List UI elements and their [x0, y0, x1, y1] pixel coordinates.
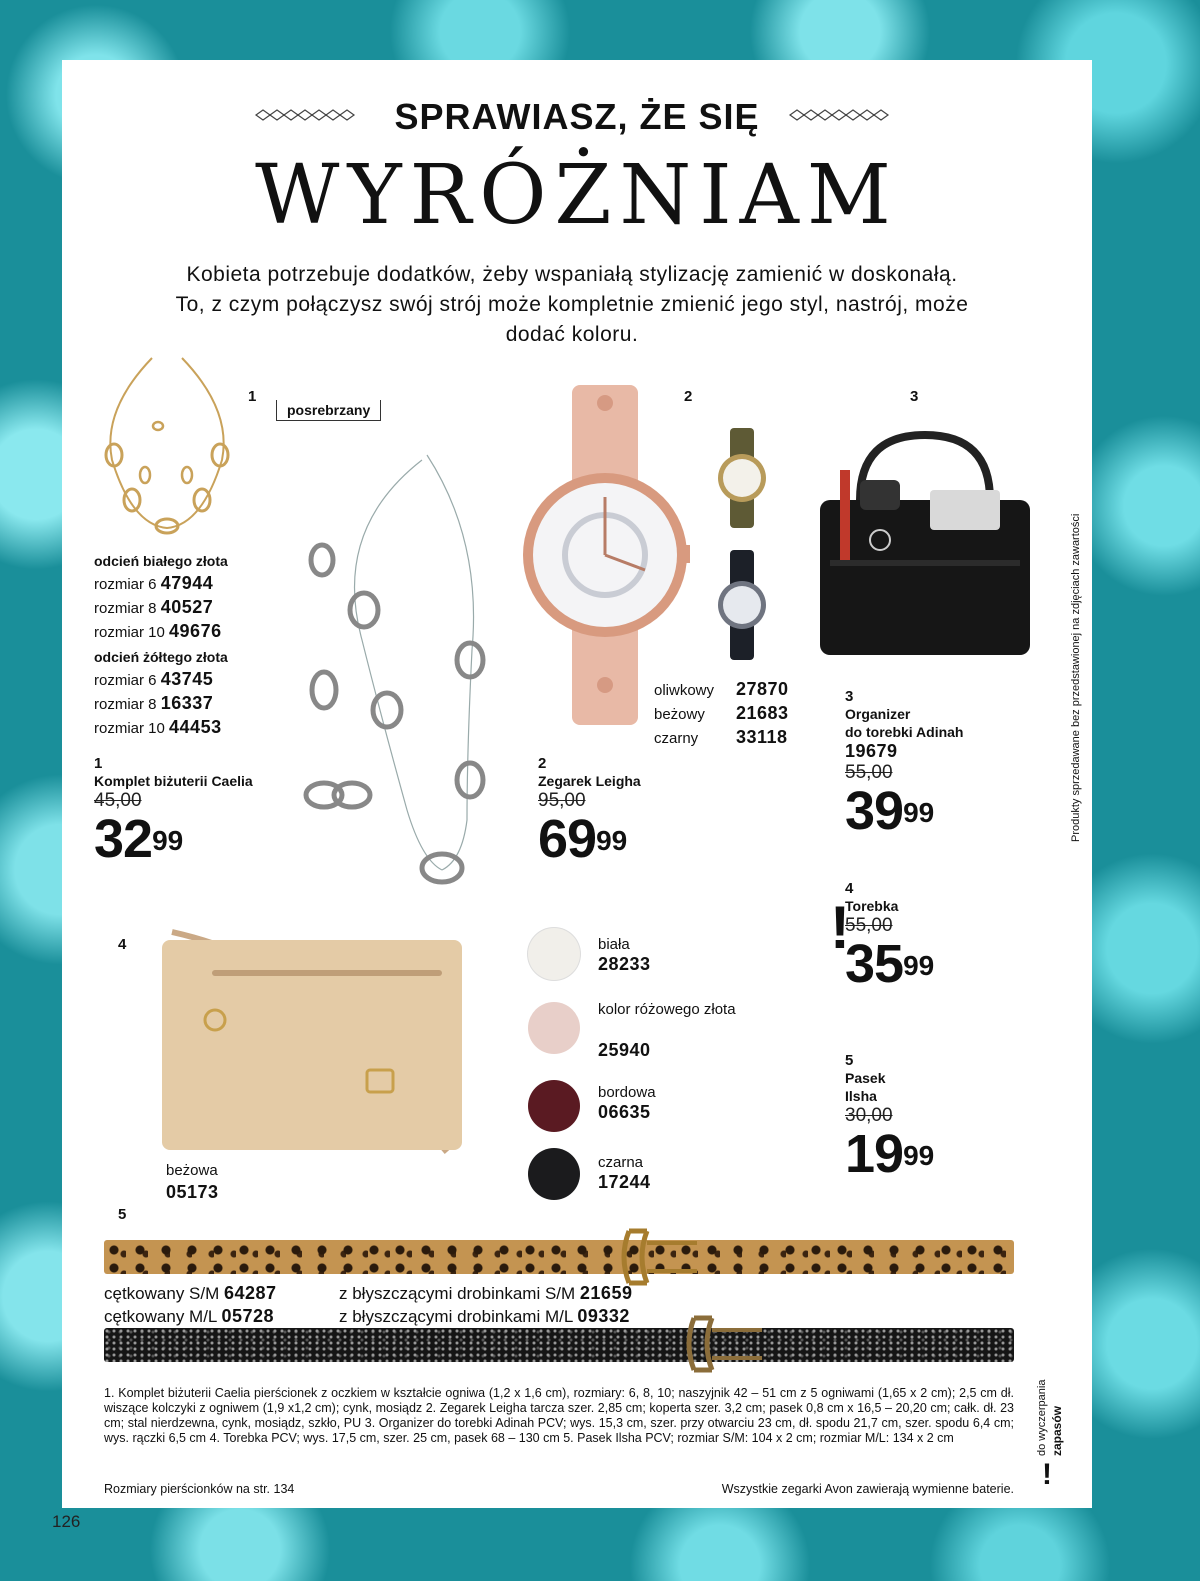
- glitter-belt-image: [104, 1328, 1014, 1362]
- side-disclaimer: Produkty sprzedawane bez przedstawionej na zdjęciach zawartości: [1070, 513, 1082, 842]
- yellow-gold-label: odcień żółtego złota: [94, 649, 228, 665]
- size-row: rozmiar 10 44453: [94, 717, 222, 737]
- ring-sizes-note: Rozmiary pierścionków na str. 134: [104, 1482, 295, 1496]
- product-3-code: 19679: [845, 741, 898, 761]
- stock-notice-line1: do wyczerpania: [1036, 1379, 1048, 1456]
- size-row: rozmiar 8 40527: [94, 597, 214, 617]
- product-4-price-block: 4 Torebka 55,00 $35^{99}$: [845, 880, 935, 994]
- size-row: rozmiar 6 47944: [94, 573, 214, 593]
- color-option-white[interactable]: biała 28233: [528, 928, 788, 996]
- product-3-price-block: 3 Organizer do torebki Adinah 19679 55,00 $39^{99}$: [845, 688, 964, 841]
- beige-variant: beżowa 05173: [166, 1162, 219, 1202]
- silver-jewelry-set-image: [252, 390, 492, 890]
- variant-row: beżowy 21683: [654, 703, 789, 723]
- leopard-belt-image: [104, 1240, 1014, 1274]
- watch-variants: [654, 678, 789, 750]
- product-1-price-block: 1 Komplet biżuterii Caelia 45,00 $32^{99}$: [94, 755, 253, 869]
- product-2-price-block: 2 Zegarek Leigha 95,00 $69^{99}$: [538, 755, 641, 869]
- burgundy-swatch: [528, 1080, 580, 1132]
- bag-organizer-image: [820, 430, 1030, 655]
- product-4-old-price: 55,00: [845, 915, 893, 936]
- black-watch-image: [712, 550, 772, 660]
- product-5-number: 5: [118, 1206, 127, 1223]
- product-3-price: $39^{99}$: [845, 781, 935, 841]
- product-3-title-line2: do torebki Adinah: [845, 724, 964, 740]
- product-5-title-line2: Ilsha: [845, 1088, 877, 1104]
- catalog-page: [62, 60, 1092, 1508]
- product-5-price: $19^{99}$: [845, 1124, 935, 1184]
- product-5-title-line1: Pasek: [845, 1070, 886, 1086]
- product-4-title: Torebka: [845, 898, 899, 914]
- white-gold-label: odcień białego złota: [94, 553, 228, 569]
- black-swatch: [528, 1148, 580, 1200]
- bag-color-options: [528, 928, 788, 1212]
- color-option-black[interactable]: czarna 17244: [528, 1142, 788, 1212]
- diamond-ornament-right: [788, 108, 898, 122]
- stock-exclamation-icon: !: [1042, 1458, 1052, 1491]
- beige-crossbody-bag-image: [157, 922, 467, 1162]
- belt-buckle-gold: [617, 1225, 707, 1289]
- product-3-old-price: 55,00: [845, 762, 893, 783]
- white-swatch: [528, 928, 580, 980]
- product-2-title: Zegarek Leigha: [538, 773, 641, 789]
- product-4-number-left: 4: [118, 936, 127, 953]
- exclamation-icon: !: [830, 894, 850, 961]
- intro-text: Kobieta potrzebuje dodatków, żeby wspaniałą stylizację zamienić w doskonałą. To, z czym połączysz swój strój może kompletnie zmienić jego styl, nastrój, może dodać koloru.: [175, 263, 969, 346]
- size-row: rozmiar 10 49676: [94, 621, 222, 641]
- page-number: 126: [52, 1512, 81, 1531]
- product-2-price: $69^{99}$: [538, 809, 628, 869]
- product-1-title: Komplet biżuterii Caelia: [94, 773, 253, 789]
- product-1-price: $32^{99}$: [94, 809, 184, 869]
- white-gold-sizes: [94, 550, 274, 740]
- product-2-old-price: 95,00: [538, 790, 586, 811]
- product-1-old-price: 45,00: [94, 790, 142, 811]
- product-details-fine-print: 1. Komplet biżuterii Caelia pierścionek z oczkiem w kształcie ogniwa (1,2 x 1,6 cm), rozmiary: 6, 8, 10; naszyjnik 42 – 51 cm z 5 ogniwami (1,65 x 2 cm); 2,5 cm dł. wiszące kolczyki z ogniwem (1,9 x1,2 cm); cynk, mosiądz 2. Zegarek Leigha tarcza szer. 2,85 cm; koperta szer. 3,2 cm; pasek 0,8 cm x 16,5 – 20,20 cm; całk. dł. 23 cm; stal nierdzewna, cynk, mosiądz, szkło, PU 3. Organizer do torebki Adinah PCV; wys. 15,3 cm, szer. przy otwarciu 23 cm, dł. spodu 21,7 cm, szer. spodu 6,4 cm; wys. rączki 6,5 cm 4. Torebka PCV; wys. 17,5 cm, szer. 25 cm, pasek 68 – 130 cm 5. Pasek Ilsha PCV; rozmiar S/M: 104 x 2 cm; rozmiar M/L: 134 x 2 cm: [104, 1386, 1014, 1445]
- product-3-number: 3: [910, 388, 919, 405]
- product-4-price: $35^{99}$: [845, 934, 935, 994]
- product-2-number: 2: [684, 388, 693, 405]
- product-5-price-block: 5 Pasek Ilsha 30,00 $19^{99}$: [845, 1052, 935, 1184]
- product-1-number: 1: [248, 388, 257, 405]
- belt-buckle-bronze: [682, 1312, 772, 1376]
- glitter-belt-codes: z błyszczącymi drobinkami S/M 21659 z błyszczącymi drobinkami M/L 09332: [339, 1283, 633, 1326]
- variant-row: oliwkowy 27870: [654, 679, 789, 699]
- product-5-old-price: 30,00: [845, 1105, 893, 1126]
- variant-row: czarny 33118: [654, 727, 788, 747]
- size-row: rozmiar 6 43745: [94, 669, 214, 689]
- olive-watch-image: [712, 428, 772, 528]
- silver-plated-badge: posrebrzany: [276, 400, 381, 421]
- color-option-rose-gold[interactable]: kolor różowego złota 25940: [528, 996, 788, 1072]
- gold-jewelry-set-image: [92, 350, 242, 535]
- stock-notice-line2: zapasów: [1050, 1405, 1064, 1456]
- headline-top: SPRAWIASZ, ŻE SIĘ: [394, 96, 760, 137]
- rose-gold-swatch: [528, 1002, 580, 1054]
- batteries-note: Wszystkie zegarki Avon zawierają wymienne baterie.: [721, 1482, 1014, 1496]
- product-3-title-line1: Organizer: [845, 706, 911, 722]
- color-option-burgundy[interactable]: bordowa 06635: [528, 1072, 788, 1142]
- headline-main: WYRÓŻNIAM: [255, 148, 899, 243]
- leopard-belt-codes: cętkowany S/M 64287 cętkowany M/L 05728: [104, 1283, 277, 1326]
- rose-gold-watch-image: [520, 385, 692, 725]
- size-row: rozmiar 8 16337: [94, 693, 214, 713]
